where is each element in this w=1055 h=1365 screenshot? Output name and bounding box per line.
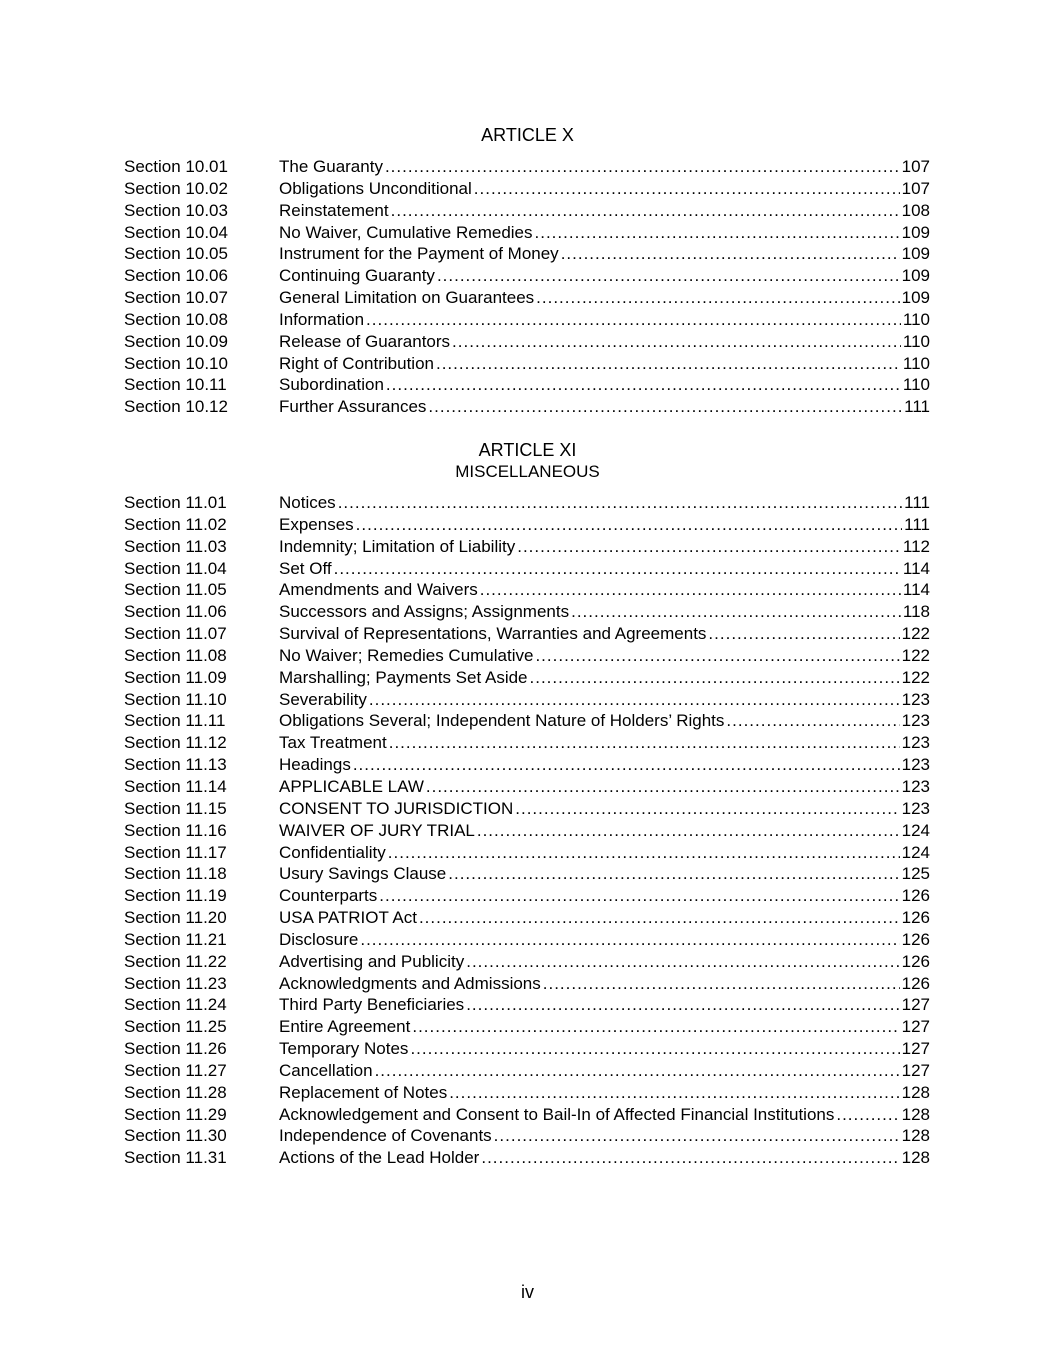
section-page-number[interactable]: 127 (901, 1060, 930, 1080)
section-title[interactable]: Entire Agreement (279, 1017, 411, 1037)
toc-entry[interactable] (124, 929, 930, 951)
section-title[interactable]: Marshalling; Payments Set Aside (279, 667, 528, 687)
section-title[interactable]: Independence of Covenants (279, 1126, 492, 1146)
article-xi-heading: ARTICLE XI (478, 440, 577, 460)
section-title[interactable]: Expenses (279, 514, 354, 534)
dot-leader (436, 353, 901, 375)
section-number: Section 11.18 (124, 864, 227, 884)
dot-leader (353, 754, 900, 776)
section-number: Section 11.17 (124, 842, 227, 862)
toc-entry[interactable] (124, 798, 930, 820)
section-title[interactable]: Successors and Assigns; Assignments (279, 602, 570, 622)
toc-entry[interactable] (124, 353, 930, 375)
dot-leader (536, 287, 899, 309)
section-title[interactable]: Acknowledgement and Consent to Bail-In of Affected Financial Institutions (279, 1104, 835, 1124)
section-title[interactable]: Advertising and Publicity (279, 951, 465, 971)
section-page-number[interactable]: 125 (901, 864, 930, 884)
section-title[interactable]: Information (279, 309, 365, 329)
section-page-number[interactable]: 109 (901, 266, 930, 286)
section-page-number[interactable]: 123 (901, 755, 930, 775)
section-page-number[interactable]: 126 (901, 973, 930, 993)
section-page-number[interactable]: 127 (901, 1017, 930, 1037)
section-number: Section 10.01 (124, 157, 228, 176)
article-x-heading: ARTICLE X (481, 125, 574, 145)
dot-leader (449, 1082, 899, 1104)
section-page-number[interactable]: 109 (901, 288, 930, 308)
section-number: Section 11.27 (124, 1060, 227, 1080)
section-number: Section 11.23 (124, 973, 227, 993)
section-number: Section 11.08 (124, 645, 227, 665)
section-title[interactable]: Obligations Several; Independent Nature of Holders’ Rights (279, 711, 725, 731)
toc-entry[interactable] (124, 287, 930, 309)
section-number: Section 11.26 (124, 1039, 227, 1059)
section-page-number[interactable]: 118 (902, 602, 930, 622)
section-page-number[interactable]: 127 (901, 1039, 930, 1059)
section-number: Section 11.14 (124, 776, 227, 796)
section-page-number[interactable]: 109 (901, 222, 930, 242)
dot-leader (515, 798, 899, 820)
section-title[interactable]: Counterparts (279, 886, 378, 906)
dot-leader (480, 579, 901, 601)
section-page-number[interactable]: 124 (901, 820, 930, 840)
section-title[interactable]: USA PATRIOT Act (279, 908, 417, 928)
section-page-number[interactable]: 107 (901, 157, 930, 176)
section-number: Section 10.08 (124, 309, 228, 329)
section-number: Section 11.01 (124, 493, 227, 512)
dot-leader (437, 265, 900, 287)
section-page-number[interactable]: 128 (901, 1082, 930, 1102)
section-page-number[interactable]: 126 (901, 929, 930, 949)
dot-leader (379, 885, 899, 907)
section-title[interactable]: Cancellation (279, 1060, 373, 1080)
section-number: Section 11.02 (124, 514, 227, 534)
section-number: Section 11.29 (124, 1104, 227, 1124)
section-title[interactable]: APPLICABLE LAW (279, 776, 424, 796)
section-number: Section 10.03 (124, 200, 228, 220)
section-number: Section 11.04 (124, 558, 227, 578)
dot-leader (386, 374, 901, 396)
section-number: Section 11.07 (124, 624, 227, 644)
section-title[interactable]: Right of Contribution (279, 353, 434, 373)
dot-leader (428, 396, 902, 418)
dot-leader (388, 842, 900, 864)
dot-leader (466, 994, 899, 1016)
section-page-number[interactable]: 112 (902, 536, 930, 556)
page-number-footer: iv (521, 1282, 534, 1302)
section-title[interactable]: Indemnity; Limitation of Liability (279, 536, 516, 556)
toc-entry[interactable] (124, 645, 930, 667)
section-number: Section 11.20 (124, 908, 227, 928)
dot-leader (708, 623, 899, 645)
dot-leader (385, 156, 900, 178)
section-number: Section 10.02 (124, 178, 228, 198)
section-title[interactable]: Confidentiality (279, 842, 386, 862)
section-title[interactable]: Tax Treatment (279, 733, 387, 753)
toc-entry[interactable] (124, 951, 930, 973)
section-page-number[interactable]: 124 (901, 842, 930, 862)
toc-entry[interactable] (124, 1147, 930, 1169)
section-title[interactable]: Third Party Beneficiaries (279, 995, 465, 1015)
section-page-number[interactable]: 126 (901, 908, 930, 928)
section-page-number[interactable]: 108 (901, 200, 930, 220)
section-number: Section 11.25 (124, 1017, 227, 1037)
dot-leader (543, 973, 900, 995)
section-page-number[interactable]: 114 (902, 580, 930, 600)
section-title[interactable]: Continuing Guaranty (279, 266, 435, 286)
dot-leader (530, 667, 900, 689)
toc-entry[interactable] (124, 1016, 930, 1038)
toc-entry[interactable] (124, 200, 930, 222)
section-page-number[interactable]: 122 (901, 667, 930, 687)
section-page-number[interactable]: 107 (901, 178, 930, 198)
toc-entry[interactable] (124, 309, 930, 331)
dot-leader (356, 514, 902, 536)
dot-leader (338, 492, 902, 514)
toc-entry[interactable] (124, 558, 930, 580)
section-title[interactable]: Notices (279, 493, 336, 512)
toc-entry[interactable] (124, 732, 930, 754)
dot-leader (836, 1104, 899, 1126)
section-page-number[interactable]: 123 (901, 798, 930, 818)
toc-entry[interactable] (124, 1038, 930, 1060)
toc-entry[interactable] (124, 222, 930, 244)
section-number: Section 11.11 (124, 711, 226, 731)
toc-entry[interactable] (124, 1125, 930, 1147)
section-title[interactable]: Further Assurances (279, 397, 427, 417)
article-xi-subheading: MISCELLANEOUS (455, 462, 600, 481)
section-title[interactable]: Headings (279, 755, 351, 775)
dot-leader (571, 601, 901, 623)
section-number: Section 11.16 (124, 820, 227, 840)
section-page-number[interactable]: 128 (901, 1148, 930, 1168)
section-number: Section 10.11 (124, 375, 227, 395)
toc-entry[interactable] (124, 536, 930, 558)
section-page-number[interactable]: 110 (902, 331, 930, 351)
section-number: Section 11.10 (124, 689, 227, 709)
dot-leader (726, 710, 899, 732)
dot-leader (477, 820, 900, 842)
section-number: Section 11.09 (124, 667, 227, 687)
section-page-number[interactable]: 127 (901, 995, 930, 1015)
section-page-number[interactable]: 128 (901, 1104, 930, 1124)
section-title[interactable]: Instrument for the Payment of Money (279, 244, 559, 264)
dot-leader (517, 536, 901, 558)
toc-entry[interactable] (124, 579, 930, 601)
section-page-number[interactable]: 110 (902, 375, 930, 395)
section-title[interactable]: Severability (279, 689, 367, 709)
section-page-number[interactable]: 114 (902, 558, 930, 578)
section-title[interactable]: The Guaranty (279, 157, 383, 176)
section-page-number[interactable]: 123 (901, 711, 930, 731)
section-number: Section 11.12 (124, 733, 227, 753)
toc-entry[interactable] (124, 331, 930, 353)
section-page-number[interactable]: 128 (901, 1126, 930, 1146)
toc-entry[interactable] (124, 994, 930, 1016)
toc-entry[interactable] (124, 265, 930, 287)
section-number: Section 11.03 (124, 536, 227, 556)
section-title[interactable]: Obligations Unconditional (279, 178, 472, 198)
section-number: Section 11.05 (124, 580, 227, 600)
section-title[interactable]: No Waiver, Cumulative Remedies (279, 222, 533, 242)
section-page-number[interactable]: 109 (901, 244, 930, 264)
section-number: Section 11.15 (124, 798, 227, 818)
section-page-number[interactable]: 126 (901, 951, 930, 971)
section-number: Section 11.28 (124, 1082, 227, 1102)
section-title[interactable]: Actions of the Lead Holder (279, 1148, 480, 1168)
section-page-number[interactable]: 123 (901, 733, 930, 753)
dot-leader (389, 732, 900, 754)
toc-entry[interactable] (124, 374, 930, 396)
toc-entry[interactable] (124, 776, 930, 798)
section-title[interactable]: No Waiver; Remedies Cumulative (279, 645, 534, 665)
toc-entry[interactable] (124, 842, 930, 864)
section-number: Section 11.19 (124, 886, 227, 906)
section-page-number[interactable]: 123 (901, 689, 930, 709)
dot-leader (481, 1147, 899, 1169)
dot-leader (535, 222, 900, 244)
section-number: Section 10.06 (124, 266, 228, 286)
dot-leader (426, 776, 900, 798)
dot-leader (412, 1016, 899, 1038)
toc-entry[interactable] (124, 710, 930, 732)
section-title[interactable]: Reinstatement (279, 200, 389, 220)
section-title[interactable]: General Limitation on Guarantees (279, 288, 535, 308)
article-x-toc (124, 156, 930, 418)
section-page-number[interactable]: 126 (901, 886, 930, 906)
section-number: Section 10.04 (124, 222, 228, 242)
dot-leader (410, 1038, 899, 1060)
section-number: Section 11.31 (124, 1148, 227, 1168)
section-number: Section 10.05 (124, 244, 228, 264)
toc-entry[interactable] (124, 754, 930, 776)
toc-entry[interactable] (124, 907, 930, 929)
toc-entry[interactable] (124, 623, 930, 645)
toc-entry[interactable] (124, 689, 930, 711)
section-page-number[interactable]: 122 (901, 624, 930, 644)
section-page-number[interactable]: 111 (904, 493, 930, 512)
section-number: Section 11.30 (124, 1126, 227, 1146)
section-title[interactable]: WAIVER OF JURY TRIAL (279, 820, 475, 840)
section-page-number[interactable]: 111 (904, 514, 930, 534)
section-title[interactable]: Disclosure (279, 929, 359, 949)
section-page-number[interactable]: 111 (904, 397, 930, 417)
toc-entry[interactable] (124, 492, 930, 514)
section-title[interactable]: Replacement of Notes (279, 1082, 448, 1102)
toc-entry[interactable] (124, 973, 930, 995)
section-title[interactable]: Set Off (279, 558, 332, 578)
dot-leader (494, 1125, 900, 1147)
toc-entry[interactable] (124, 1082, 930, 1104)
section-number: Section 11.24 (124, 995, 227, 1015)
section-page-number[interactable]: 122 (901, 645, 930, 665)
dot-leader (334, 558, 901, 580)
dot-leader (448, 863, 899, 885)
section-title[interactable]: Acknowledgments and Admissions (279, 973, 541, 993)
toc-entry[interactable] (124, 178, 930, 200)
section-title[interactable]: Usury Savings Clause (279, 864, 447, 884)
toc-entry[interactable] (124, 820, 930, 842)
toc-entry[interactable] (124, 1104, 930, 1126)
section-page-number[interactable]: 110 (902, 309, 930, 329)
toc-entry[interactable] (124, 396, 930, 418)
section-title[interactable]: Release of Guarantors (279, 331, 451, 351)
dot-leader (360, 929, 899, 951)
toc-entry[interactable] (124, 243, 930, 265)
section-page-number[interactable]: 123 (901, 776, 930, 796)
dot-leader (375, 1060, 900, 1082)
dot-leader (466, 951, 899, 973)
dot-leader (391, 200, 900, 222)
section-number: Section 11.13 (124, 755, 227, 775)
dot-leader (474, 178, 900, 200)
toc-entry[interactable] (124, 514, 930, 536)
section-number: Section 10.10 (124, 353, 228, 373)
section-number: Section 10.09 (124, 331, 228, 351)
dot-leader (535, 645, 899, 667)
section-number: Section 10.07 (124, 288, 228, 308)
toc-entry[interactable] (124, 156, 930, 178)
dot-leader (419, 907, 900, 929)
dot-leader (366, 309, 901, 331)
toc-entry[interactable] (124, 863, 930, 885)
dot-leader (561, 243, 900, 265)
section-number: Section 10.12 (124, 397, 228, 417)
dot-leader (369, 689, 900, 711)
section-title[interactable]: Amendments and Waivers (279, 580, 478, 600)
section-page-number[interactable]: 110 (902, 353, 930, 373)
section-number: Section 11.06 (124, 602, 227, 622)
section-title[interactable]: Subordination (279, 375, 384, 395)
section-title[interactable]: CONSENT TO JURISDICTION (279, 798, 514, 818)
section-number: Section 11.22 (124, 951, 227, 971)
toc-entry[interactable] (124, 1060, 930, 1082)
toc-entry[interactable] (124, 601, 930, 623)
section-number: Section 11.21 (124, 929, 227, 949)
article-xi-toc (124, 492, 930, 1169)
section-title[interactable]: Survival of Representations, Warranties and Agreements (279, 624, 707, 644)
section-title[interactable]: Temporary Notes (279, 1039, 409, 1059)
toc-entry[interactable] (124, 667, 930, 689)
toc-entry[interactable] (124, 885, 930, 907)
dot-leader (452, 331, 901, 353)
